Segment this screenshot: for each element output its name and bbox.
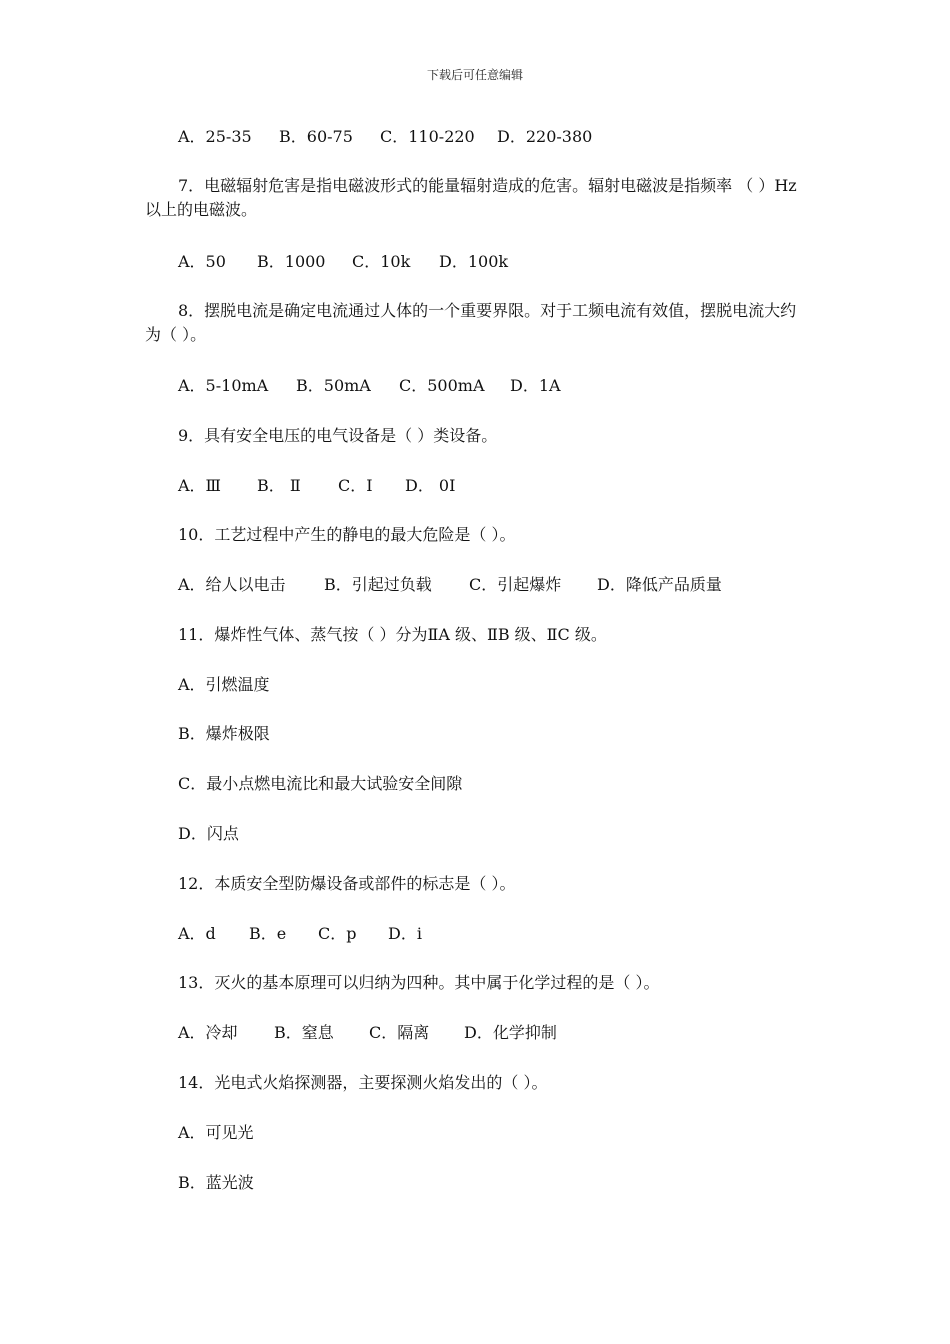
q13-stem: 13．灭火的基本原理可以归纳为四种。其中属于化学过程的是（ ）。 xyxy=(178,973,660,992)
q14-option-b: B．蓝光波 xyxy=(178,1173,254,1192)
q12-options xyxy=(178,922,422,946)
q11-option-b: B．爆炸极限 xyxy=(178,724,270,743)
q12-option-d: D．i xyxy=(388,924,422,943)
q13-option-a: A．冷却 xyxy=(178,1023,238,1042)
q11-option-c: C．最小点燃电流比和最大试验安全间隙 xyxy=(178,774,463,793)
q6-option-c: C．110-220 xyxy=(380,127,475,146)
q8-stem: 8．摆脱电流是确定电流通过人体的一个重要界限。对于工频电流有效值，摆脱电流大约为（ ）。 xyxy=(145,301,797,344)
page-header: 下载后可任意编辑 xyxy=(426,68,523,82)
q8-option-a: A．5-10mA xyxy=(178,376,269,395)
q7-option-a: A．50 xyxy=(178,252,226,271)
q6-options xyxy=(178,125,592,149)
q11-stem: 11．爆炸性气体、蒸气按（ ）分为ⅡA 级、ⅡB 级、ⅡC 级。 xyxy=(178,625,607,644)
q14-stem: 14．光电式火焰探测器，主要探测火焰发出的（ ）。 xyxy=(178,1073,548,1092)
q10-stem: 10．工艺过程中产生的静电的最大危险是（ ）。 xyxy=(178,525,516,544)
q13-option-c: C．隔离 xyxy=(369,1023,430,1042)
q10-options xyxy=(178,573,722,597)
q9-option-c: C．I xyxy=(338,476,373,495)
q8-option-c: C．500mA xyxy=(399,376,485,395)
q12-option-c: C．p xyxy=(318,924,357,943)
q11-option-d: D．闪点 xyxy=(178,824,239,843)
q9-option-d: D． 0I xyxy=(405,476,456,495)
q8-options xyxy=(178,374,561,398)
q7-option-c: C．10k xyxy=(352,252,411,271)
q12-option-a: A．d xyxy=(178,924,216,943)
q10-option-a: A．给人以电击 xyxy=(178,575,286,594)
q9-stem: 9．具有安全电压的电气设备是（ ）类设备。 xyxy=(178,426,498,445)
q8-option-b: B．50mA xyxy=(296,376,371,395)
q7-option-d: D．100k xyxy=(439,252,509,271)
q13-option-d: D．化学抑制 xyxy=(464,1023,557,1042)
q8-option-d: D．1A xyxy=(510,376,561,395)
q7-options xyxy=(178,250,508,274)
q13-option-b: B．窒息 xyxy=(274,1023,334,1042)
q11-option-a: A．引燃温度 xyxy=(178,675,270,694)
q10-option-d: D．降低产品质量 xyxy=(597,575,722,594)
q6-option-a: A．25-35 xyxy=(178,127,252,146)
q14-option-a: A．可见光 xyxy=(178,1123,254,1142)
q10-option-b: B．引起过负载 xyxy=(324,575,432,594)
q9-option-b: B． Ⅱ xyxy=(257,476,301,495)
q10-option-c: C．引起爆炸 xyxy=(469,575,562,594)
q9-option-a: A．Ⅲ xyxy=(178,476,221,495)
q6-option-b: B．60-75 xyxy=(279,127,353,146)
q12-option-b: B．e xyxy=(249,924,287,943)
q6-option-d: D．220-380 xyxy=(497,127,593,146)
q7-option-b: B．1000 xyxy=(257,252,326,271)
q12-stem: 12．本质安全型防爆设备或部件的标志是（ ）。 xyxy=(178,874,516,893)
q13-options xyxy=(178,1021,557,1045)
q9-options xyxy=(178,474,455,498)
q7-stem: 7．电磁辐射危害是指电磁波形式的能量辐射造成的危害。辐射电磁波是指频率 （ ）Hz 以上的电磁波。 xyxy=(145,176,797,219)
